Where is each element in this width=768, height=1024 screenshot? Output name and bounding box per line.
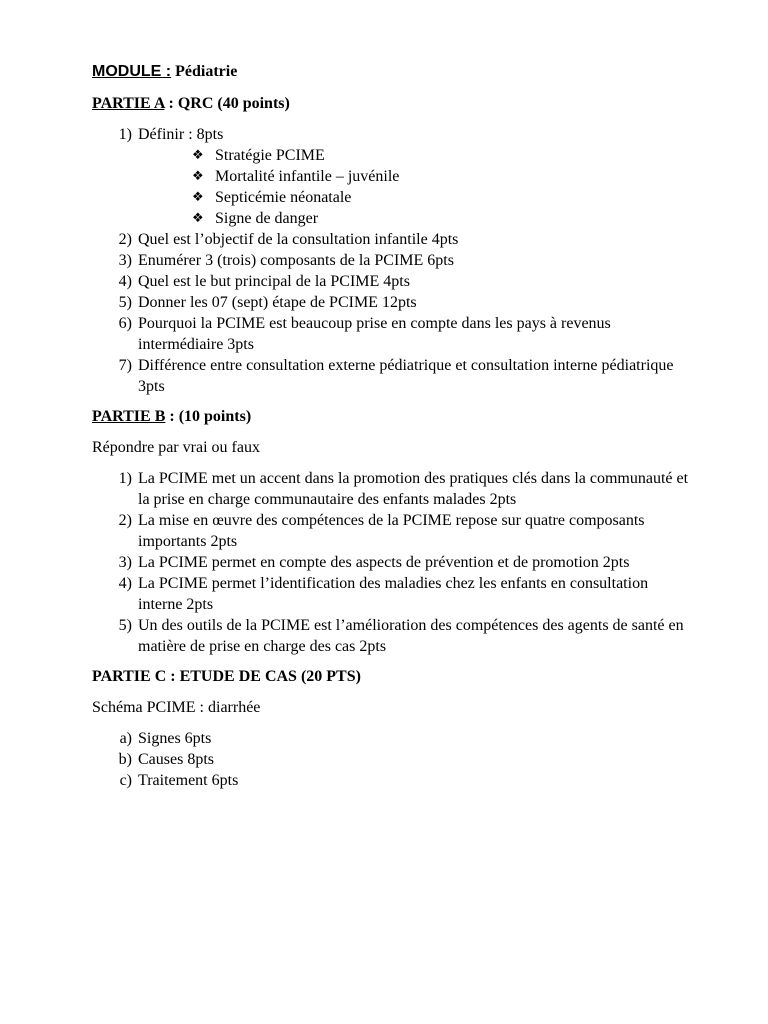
list-item — [92, 728, 692, 749]
item-letter: b) — [118, 751, 132, 768]
item-text: Différence entre consultation externe pédiatrique et consultation interne pédiatrique 3pts — [138, 357, 674, 395]
item-number: 1) — [118, 470, 132, 487]
part-c-list — [92, 728, 692, 791]
list-item — [92, 770, 692, 791]
item-number: 3) — [118, 554, 132, 571]
item-number: 2) — [118, 512, 132, 529]
module-value: Pédiatrie — [171, 63, 238, 80]
item-number: 5) — [118, 617, 132, 634]
item-text: La PCIME permet en compte des aspects de prévention et de promotion 2pts — [138, 554, 630, 571]
item-letter: c) — [119, 772, 132, 789]
diamond-bullet-icon: ❖ — [192, 211, 204, 226]
part-a-bullet-list — [92, 145, 692, 229]
item-text: La mise en œuvre des compétences de la PCIME repose sur quatre composants importants 2pts — [138, 512, 645, 550]
item-text: Donner les 07 (sept) étape de PCIME 12pts — [138, 294, 417, 311]
part-b-heading — [92, 406, 692, 427]
list-item — [92, 271, 692, 292]
part-a-heading-rest: : QRC (40 points) — [164, 95, 290, 112]
part-c-subtitle: Schéma PCIME : diarrhée — [92, 699, 261, 716]
item-text: Causes 8pts — [138, 751, 214, 768]
list-item — [192, 208, 692, 229]
item-text: La PCIME permet l’identification des maladies chez les enfants en consultation interne 2pts — [138, 575, 649, 613]
part-a-heading-label: PARTIE A — [92, 95, 165, 112]
list-item — [92, 229, 692, 250]
bullet-text: Mortalité infantile – juvénile — [215, 168, 400, 185]
list-item — [92, 468, 692, 510]
part-a-heading — [92, 93, 692, 114]
part-a-question-list-continued — [92, 229, 692, 397]
exam-document — [92, 60, 692, 791]
list-item — [92, 250, 692, 271]
list-item — [192, 166, 692, 187]
item-text: Traitement 6pts — [138, 772, 239, 789]
list-item — [92, 615, 692, 657]
item-number: 4) — [118, 273, 132, 290]
list-item — [192, 187, 692, 208]
diamond-bullet-icon: ❖ — [192, 190, 204, 205]
bullet-text: Septicémie néonatale — [215, 189, 352, 206]
bullet-text: Signe de danger — [215, 210, 319, 227]
list-item — [92, 749, 692, 770]
part-a-question-list — [92, 124, 692, 145]
item-number: 2) — [118, 231, 132, 248]
part-b-statement-list — [92, 468, 692, 657]
diamond-bullet-icon: ❖ — [192, 148, 204, 163]
item-text: Définir : 8pts — [138, 126, 224, 143]
item-text: Quel est le but principal de la PCIME 4pts — [138, 273, 410, 290]
item-number: 5) — [118, 294, 132, 311]
bullet-text: Stratégie PCIME — [215, 147, 325, 164]
list-item — [92, 573, 692, 615]
list-item — [92, 552, 692, 573]
item-text: La PCIME met un accent dans la promotion des pratiques clés dans la communauté et la prise en charge communautaire des enfants malades 2pts — [138, 470, 689, 508]
item-number: 7) — [118, 357, 132, 374]
list-item — [92, 510, 692, 552]
diamond-bullet-icon: ❖ — [192, 169, 204, 184]
item-number: 6) — [118, 315, 132, 332]
list-item — [92, 313, 692, 355]
list-item — [92, 292, 692, 313]
item-text: Enumérer 3 (trois) composants de la PCIME 6pts — [138, 252, 454, 269]
item-text: Signes 6pts — [138, 730, 212, 747]
item-text: Un des outils de la PCIME est l’amélioration des compétences des agents de santé en matière de prise en charge des cas 2pts — [138, 617, 684, 655]
item-letter: a) — [119, 730, 132, 747]
item-text: Pourquoi la PCIME est beaucoup prise en compte dans les pays à revenus intermédiaire 3pts — [138, 315, 611, 353]
module-label: MODULE : — [92, 63, 172, 80]
part-b-instruction: Répondre par vrai ou faux — [92, 439, 260, 456]
module-title — [92, 60, 692, 84]
part-b-heading-label: PARTIE B — [92, 408, 166, 425]
item-number: 1) — [118, 126, 132, 143]
part-b-heading-rest: : (10 points) — [165, 408, 252, 425]
item-number: 4) — [118, 575, 132, 592]
item-text: Quel est l’objectif de la consultation infantile 4pts — [138, 231, 459, 248]
list-item — [92, 124, 692, 145]
item-number: 3) — [118, 252, 132, 269]
part-c-heading: PARTIE C : ETUDE DE CAS (20 PTS) — [92, 668, 361, 685]
list-item — [192, 145, 692, 166]
list-item — [92, 355, 692, 397]
